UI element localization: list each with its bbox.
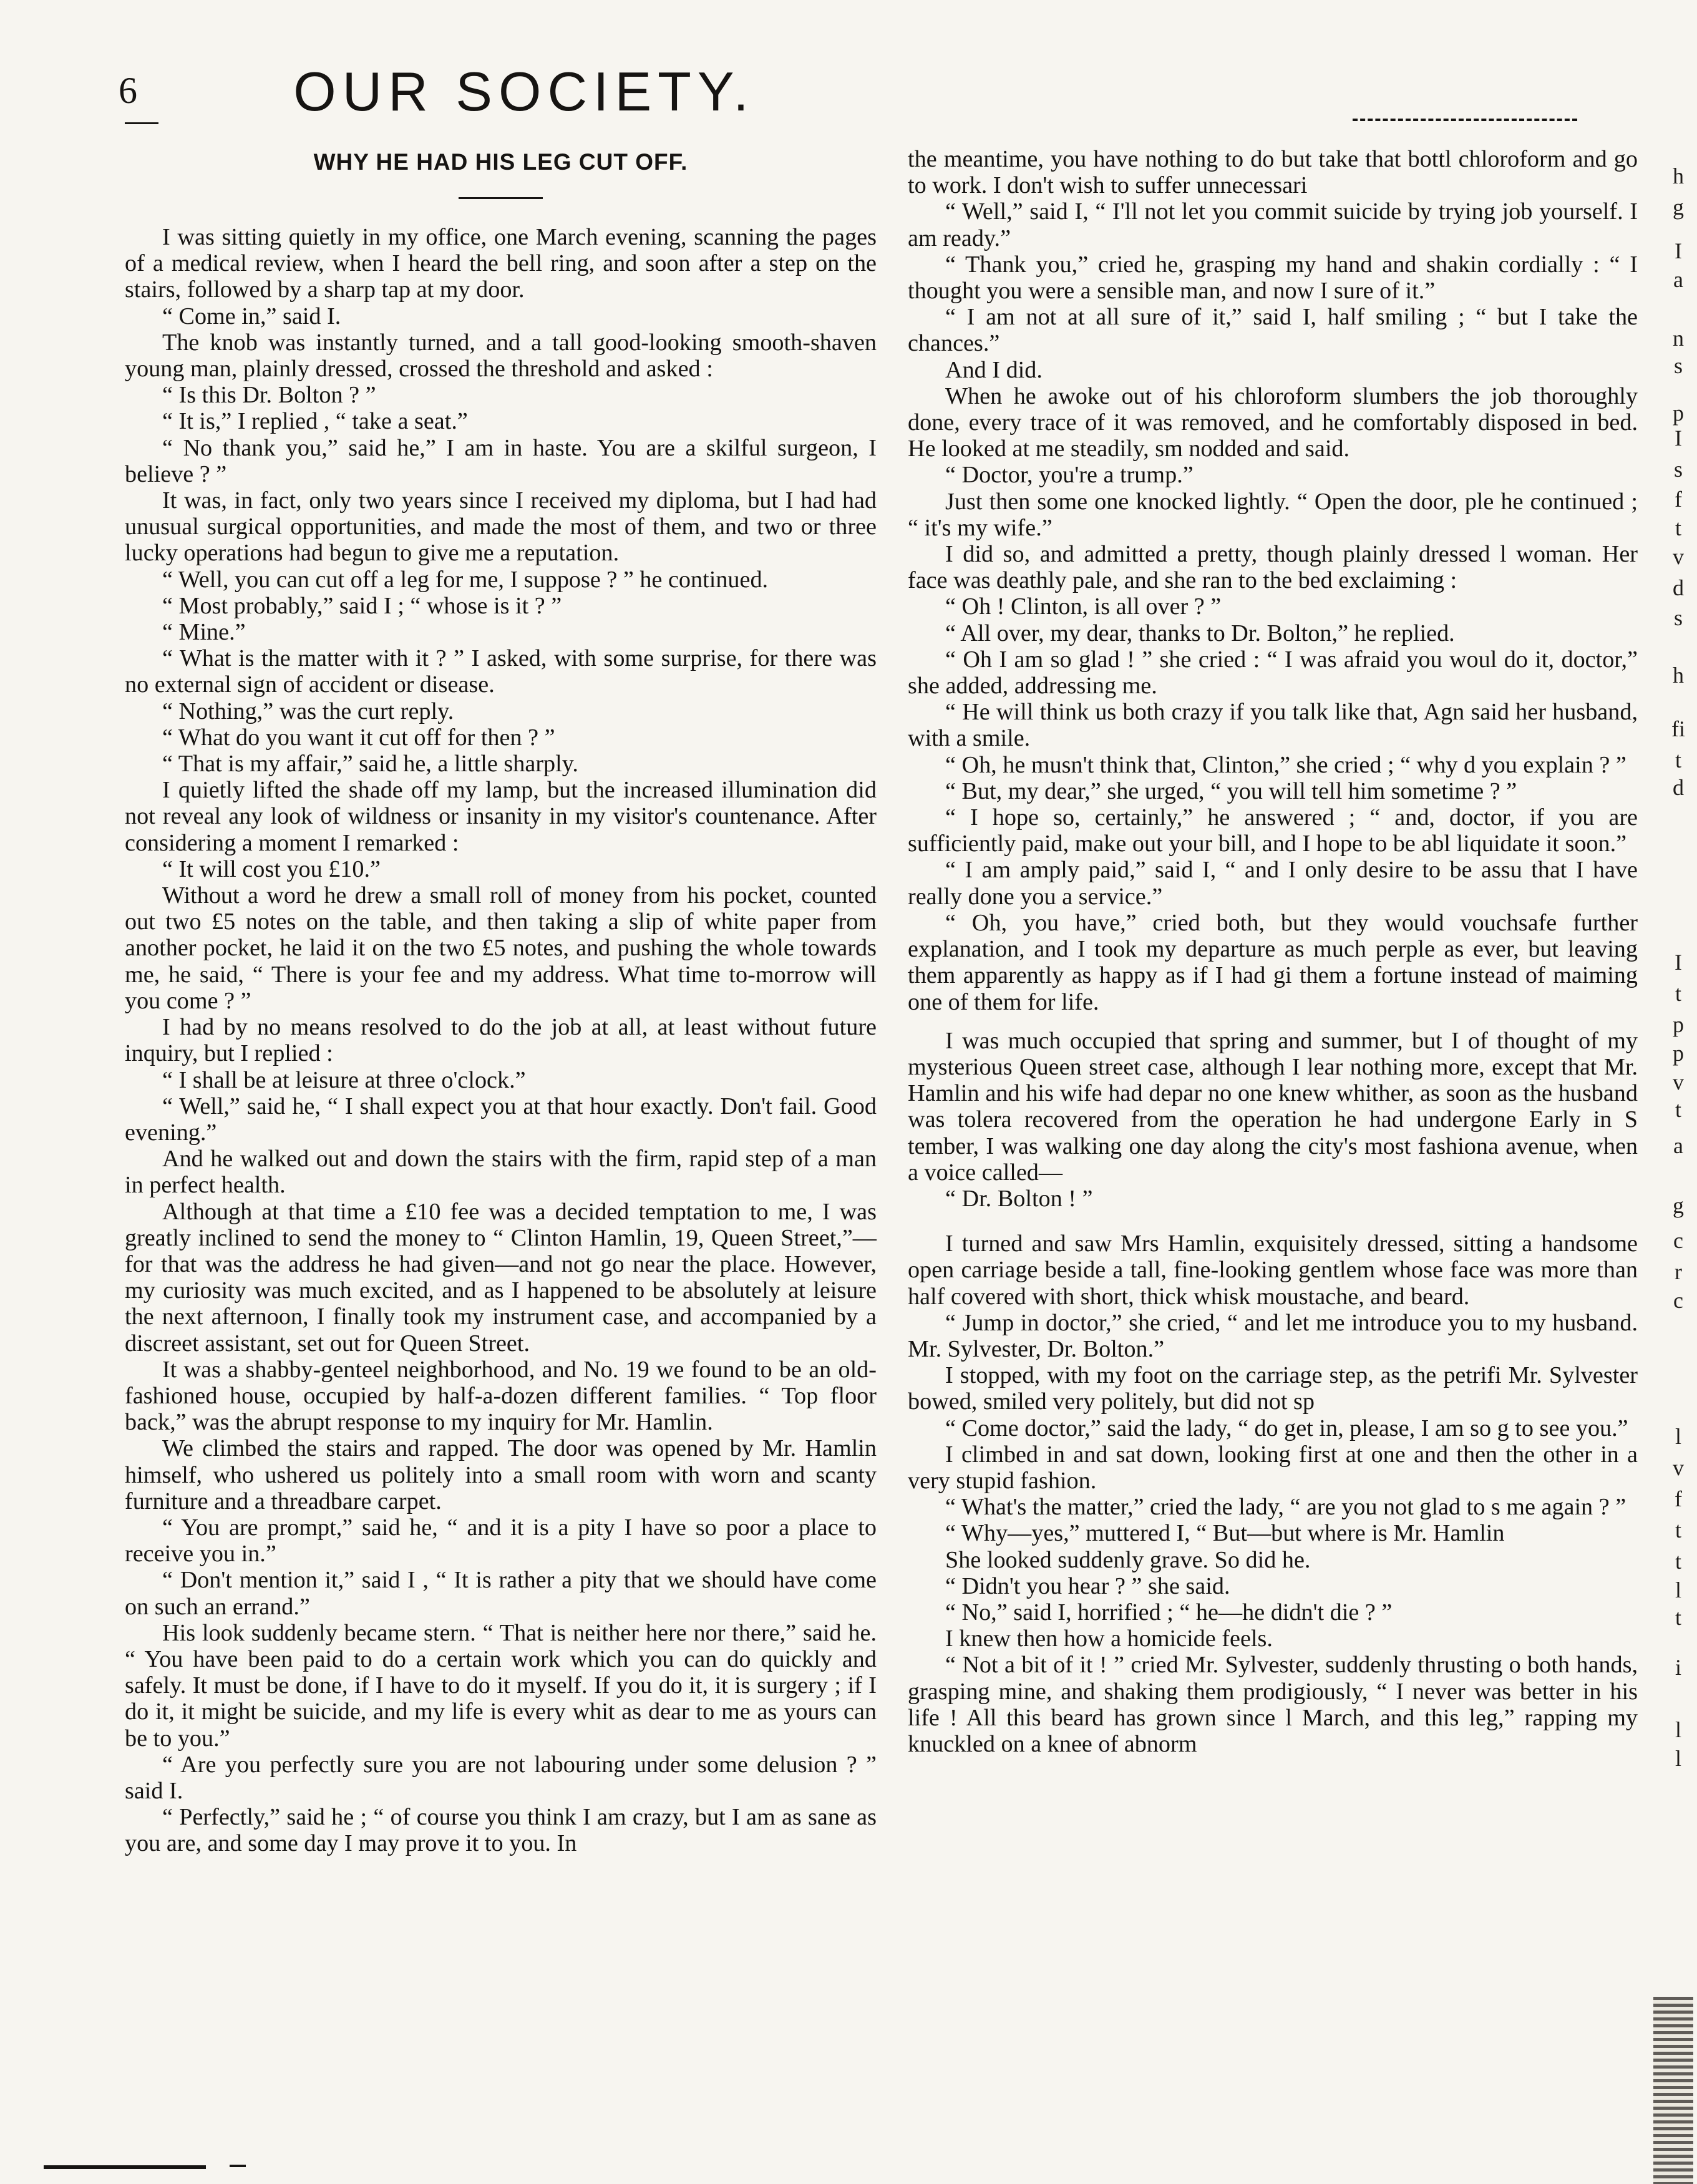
paragraph: “ Nothing,” was the curt reply. bbox=[162, 698, 454, 724]
paragraph: I was sitting quietly in my office, one March evening, scanning the pages of a medical review, when I heard the bell ring, and soon after a step on the stairs, followed by a sharp tap at my door. bbox=[125, 224, 877, 303]
footer-rule-dash bbox=[230, 2165, 246, 2167]
paragraph: “ What do you want it cut off for then ? ” bbox=[162, 724, 555, 751]
paragraph: “ Mine.” bbox=[162, 619, 246, 646]
paragraph: I quietly lifted the shade off my lamp, but the increased illumination did not reveal any look of wildness or insanity in my visitor's countenance. After considering a moment I remarked : bbox=[125, 777, 877, 856]
footer-rule bbox=[44, 2165, 206, 2169]
paragraph: “ Perfectly,” said he ; “ of course you think I am crazy, but I am as sane as you are, and some day I may prove it to you. In bbox=[125, 1804, 877, 1857]
margin-fragment: t bbox=[1675, 981, 1681, 1006]
paragraph: I knew then how a homicide feels. bbox=[945, 1626, 1273, 1652]
margin-fragments bbox=[1660, 144, 1697, 2090]
paragraph: “ I am not at all sure of it,” said I, half smiling ; “ but I take the chances.” bbox=[908, 304, 1638, 357]
paragraph: “ Dr. Bolton ! ” bbox=[945, 1185, 1093, 1212]
paragraph: The knob was instantly turned, and a tall good-looking smooth-shaven young man, plainly dressed, crossed the threshold and asked : bbox=[125, 329, 877, 383]
paragraph: “ No,” said I, horrified ; “ he—he didn't die ? ” bbox=[945, 1599, 1393, 1626]
margin-fragment: f bbox=[1675, 1486, 1682, 1511]
paragraph: Without a word he drew a small roll of money from his pocket, counted out two £5 notes on the table, and then taking a slip of white paper from another pocket, he laid it on the two £5 notes, and pushing the whole towards me, he said, “ There is your fee and my address. What time to-morrow will you come ? ” bbox=[125, 882, 877, 1014]
paragraph: “ Oh I am so glad ! ” she cried : “ I was afraid you woul do it, doctor,” she added, addressing me. bbox=[908, 646, 1638, 700]
margin-fragment: c bbox=[1673, 1228, 1683, 1253]
margin-fragment: a bbox=[1673, 267, 1683, 292]
paragraph: When he awoke out of his chloroform slumbers the job thoroughly done, every trace of it was removed, and he comfortably disposed in bed. He looked at me steadily, sm nodded and said. bbox=[908, 383, 1638, 462]
paragraph: “ Most probably,” said I ; “ whose is it ? ” bbox=[162, 592, 562, 619]
right-column-body bbox=[908, 146, 1638, 1757]
margin-fragment: l bbox=[1675, 1717, 1681, 1742]
margin-fragment: h bbox=[1673, 163, 1684, 188]
paragraph: “ Not a bit of it ! ” cried Mr. Sylvester, suddenly thrusting o both hands, grasping mine, and shaking them prodigiously, “ I never was better in his life ! All this beard has grown since l March, and this leg,” rapping my knuckled on a knee of abnorm bbox=[908, 1652, 1638, 1757]
paragraph: “ Jump in doctor,” she cried, “ and let me introduce you to my husband. Mr. Sylvester, Dr. Bolton.” bbox=[908, 1309, 1638, 1362]
paragraph: “ It is,” I replied , “ take a seat.” bbox=[162, 408, 468, 435]
paragraph: “ All over, my dear, thanks to Dr. Bolton,” he replied. bbox=[945, 620, 1455, 646]
paragraph: “ Thank you,” cried he, grasping my hand and shakin cordially : “ I thought you were a sensible man, and now I sure of it.” bbox=[908, 251, 1638, 305]
right-column bbox=[908, 146, 1638, 1757]
page-edge-mark bbox=[1653, 1997, 1693, 2184]
margin-fragment: t bbox=[1675, 748, 1681, 773]
paragraph: I stopped, with my foot on the carriage step, as the petrifi Mr. Sylvester bowed, smiled very politely, but did not sp bbox=[908, 1362, 1638, 1415]
paragraph: And I did. bbox=[945, 356, 1043, 383]
margin-fragment: I bbox=[1675, 426, 1682, 451]
margin-fragment: v bbox=[1673, 1455, 1684, 1480]
paragraph: “ I shall be at leisure at three o'clock.” bbox=[162, 1066, 526, 1093]
paragraph: “ It will cost you £10.” bbox=[162, 856, 381, 882]
margin-fragment: p bbox=[1673, 1012, 1684, 1037]
margin-fragment: l bbox=[1675, 1577, 1681, 1602]
paragraph: We climbed the stairs and rapped. The door was opened by Mr. Hamlin himself, who ushered us politely into a small room with worn and scanty furniture and a threadbare carpet. bbox=[125, 1435, 877, 1514]
paragraph: the meantime, you have nothing to do but take that bottl chloroform and go to work. I don't wish to suffer unnecessari bbox=[908, 146, 1638, 199]
margin-fragment: d bbox=[1673, 775, 1684, 800]
paragraph: And he walked out and down the stairs with the firm, rapid step of a man in perfect health. bbox=[125, 1146, 877, 1199]
margin-fragment: g bbox=[1673, 1193, 1684, 1218]
paragraph: I was much occupied that spring and summer, but I of thought of my mysterious Queen street case, although I lear nothing more, except that Mr. Hamlin and his wife had depar no one knew whither, as soon as the husband was tolera recovered from the operation he had undergone Early in S tember, I was walking one day along the city's most fashiona avenue, when a voice called— bbox=[908, 1027, 1638, 1186]
margin-fragment: d bbox=[1673, 575, 1684, 600]
margin-fragment: I bbox=[1675, 238, 1682, 263]
paragraph: “ Didn't you hear ? ” she said. bbox=[945, 1572, 1230, 1599]
paragraph: “ Why—yes,” muttered I, “ But—but where is Mr. Hamlin bbox=[945, 1520, 1505, 1547]
paragraph: “ Is this Dr. Bolton ? ” bbox=[162, 382, 376, 409]
page-number: 6 bbox=[119, 70, 137, 111]
header-rule bbox=[1353, 119, 1577, 124]
paragraph: “ Come doctor,” said the lady, “ do get in, please, I am so g to see you.” bbox=[945, 1415, 1628, 1441]
paragraph: “ Don't mention it,” said I , “ It is rather a pity that we should have come on such an errand.” bbox=[125, 1567, 877, 1620]
publication-masthead: OUR SOCIETY. bbox=[293, 61, 755, 122]
paragraph: “ He will think us both crazy if you talk like that, Agn said her husband, with a smile. bbox=[908, 699, 1638, 752]
margin-fragment: p bbox=[1673, 1041, 1684, 1066]
paragraph: “ Oh, you have,” cried both, but they would vouchsafe further explanation, and I took my departure as much perple as ever, but leaving them apparently as happy as if I had gi them a fortune instead of maiming one of them for life. bbox=[908, 909, 1638, 1015]
paragraph: “ I am amply paid,” said I, “ and I only desire to be assu that I have really done you a service.” bbox=[908, 857, 1638, 910]
margin-fragment: I bbox=[1675, 950, 1682, 975]
margin-fragment: n bbox=[1673, 326, 1684, 351]
article-title: WHY HE HAD HIS LEG CUT OFF. bbox=[313, 149, 688, 175]
margin-fragment: h bbox=[1673, 663, 1684, 688]
margin-fragment: s bbox=[1673, 457, 1683, 482]
paragraph: Although at that time a £10 fee was a decided temptation to me, I was greatly inclined to send the money to “ Clinton Hamlin, 19, Queen Street,”—for that was the address he had given—and not go near the place. However, my curiosity was much excited, and as I happened to be absolutely at leisure the next afternoon, I finally took my instrument case, and accompanied by a discreet assistant, set out for Queen Street. bbox=[125, 1198, 877, 1357]
paragraph: “ Doctor, you're a trump.” bbox=[945, 462, 1194, 489]
paragraph: “ You are prompt,” said he, “ and it is a pity I have so poor a place to receive you in.” bbox=[125, 1514, 877, 1567]
paragraph: “ Oh ! Clinton, is all over ? ” bbox=[945, 593, 1222, 620]
paragraph: I climbed in and sat down, looking first at one and then the other in a very stupid fashion. bbox=[908, 1441, 1638, 1494]
paragraph: It was, in fact, only two years since I received my diploma, but I had had unusual surgical opportunities, and made the most of them, and two or three lucky operations had begun to give me a reputation. bbox=[125, 487, 877, 567]
margin-fragment: g bbox=[1673, 195, 1684, 220]
paragraph: She looked suddenly grave. So did he. bbox=[945, 1546, 1311, 1573]
paragraph: Just then some one knocked lightly. “ Open the door, ple he continued ; “ it's my wife.” bbox=[908, 488, 1638, 541]
paragraph: “ Well,” said he, “ I shall expect you at that hour exactly. Don't fail. Good evening.” bbox=[125, 1093, 877, 1146]
margin-fragment: s bbox=[1673, 605, 1683, 630]
margin-fragment: s bbox=[1673, 353, 1683, 378]
left-column-body bbox=[125, 224, 877, 1857]
paragraph: “ Well,” said I, “ I'll not let you commit suicide by trying job yourself. I am ready.” bbox=[908, 198, 1638, 251]
paragraph: “ But, my dear,” she urged, “ you will tell him sometime ? ” bbox=[945, 778, 1517, 804]
paragraph: “ Well, you can cut off a leg for me, I suppose ? ” he continued. bbox=[162, 566, 769, 593]
margin-fragment: t bbox=[1675, 515, 1681, 540]
margin-fragment: r bbox=[1675, 1259, 1682, 1284]
title-rule bbox=[459, 197, 543, 199]
paragraph: “ What's the matter,” cried the lady, “ are you not glad to s me again ? ” bbox=[945, 1494, 1626, 1521]
margin-fragment: t bbox=[1675, 1097, 1681, 1122]
margin-fragment: t bbox=[1675, 1518, 1681, 1543]
margin-fragment: p bbox=[1673, 401, 1684, 426]
margin-fragment: fi bbox=[1671, 716, 1685, 741]
margin-fragment: c bbox=[1673, 1288, 1683, 1313]
margin-fragment: l bbox=[1675, 1424, 1681, 1449]
margin-fragment: a bbox=[1673, 1133, 1683, 1158]
paragraph: It was a shabby-genteel neighborhood, and No. 19 we found to be an old-fashioned house, occupied by half-a-dozen different families. “ Top floor back,” was the abrupt response to my inquiry for Mr. Hamlin. bbox=[125, 1356, 877, 1436]
paragraph: “ What is the matter with it ? ” I asked, with some surprise, for there was no external sign of accident or disease. bbox=[125, 645, 877, 698]
paragraph: “ Oh, he musn't think that, Clinton,” she cried ; “ why d you explain ? ” bbox=[945, 751, 1626, 778]
left-column bbox=[125, 146, 877, 1857]
margin-fragment: i bbox=[1675, 1655, 1681, 1680]
paragraph: His look suddenly became stern. “ That is neither here nor there,” said he. “ You have been paid to do a certain work which you can do quickly and safely. It must be done, if I have to do it myself. If you do it, it is surgery ; if I do it, it might be suicide, and my life is every whit as dear to me as yours can be to you.” bbox=[125, 1619, 877, 1752]
margin-fragment: l bbox=[1675, 1746, 1681, 1771]
paragraph: “ Come in,” said I. bbox=[162, 303, 341, 329]
margin-fragment: t bbox=[1675, 1605, 1681, 1630]
paragraph: I did so, and admitted a pretty, though plainly dressed l woman. Her face was deathly pale, and she ran to the bed exclaiming : bbox=[908, 541, 1638, 594]
paragraph: “ That is my affair,” said he, a little sharply. bbox=[162, 751, 578, 778]
paragraph: “ No thank you,” said he,” I am in haste. You are a skilful surgeon, I believe ? ” bbox=[125, 434, 877, 487]
paragraph: I turned and saw Mrs Hamlin, exquisitely dressed, sitting a handsome open carriage beside a tall, fine-looking gentlem whose face was more than half covered with short, thick whisk moustache, and beard. bbox=[908, 1231, 1638, 1310]
margin-fragment: v bbox=[1673, 1070, 1684, 1094]
paragraph: “ I hope so, certainly,” he answered ; “ and, doctor, if you are sufficiently paid, make out your bill, and I hope to be abl liquidate it soon.” bbox=[908, 804, 1638, 857]
margin-fragment: f bbox=[1675, 487, 1682, 512]
margin-fragment: v bbox=[1673, 544, 1684, 569]
margin-fragment: t bbox=[1675, 1549, 1681, 1574]
paragraph: “ Are you perfectly sure you are not labouring under some delusion ? ” said I. bbox=[125, 1751, 877, 1804]
paragraph: I had by no means resolved to do the job at all, at least without future inquiry, but I replied : bbox=[125, 1014, 877, 1067]
